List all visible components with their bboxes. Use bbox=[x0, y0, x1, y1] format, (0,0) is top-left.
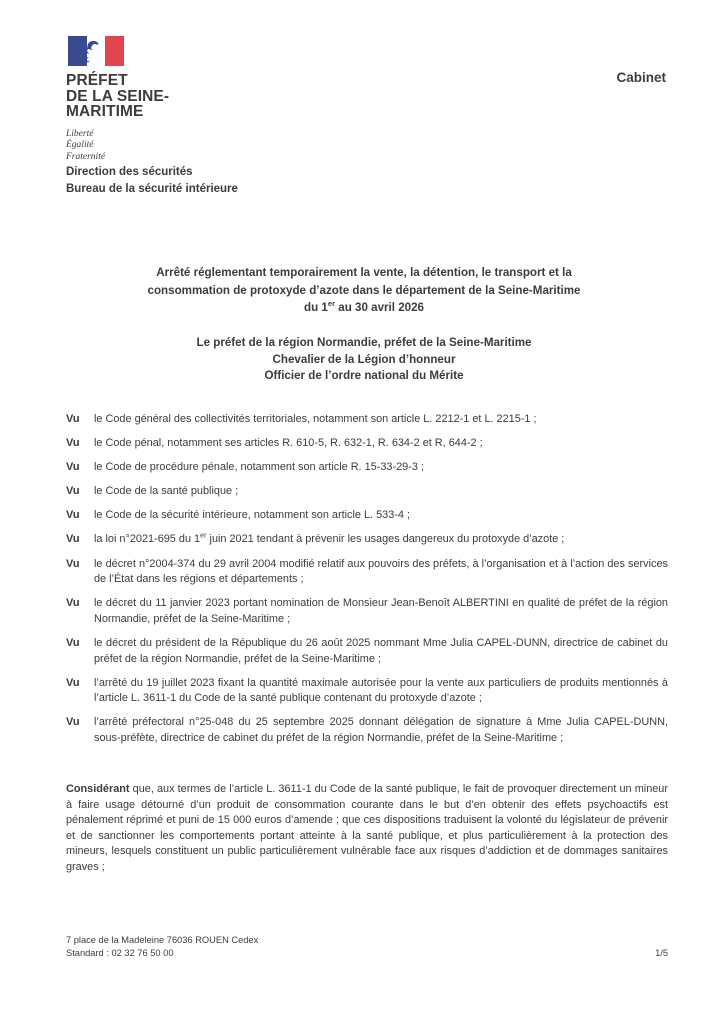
republic-motto bbox=[66, 129, 256, 164]
title-date-prefix: du 1 bbox=[304, 301, 328, 314]
vu-clause bbox=[66, 508, 668, 524]
vu-label: Vu bbox=[66, 676, 80, 689]
considerant-label: Considérant bbox=[66, 783, 130, 795]
document-footer bbox=[66, 934, 668, 959]
vu-clause bbox=[66, 596, 668, 627]
vu-text: l’arrêté du 19 juillet 2023 fixant la quantité maximale autorisée pour la vente aux particuliers de produits mentionnés à l’article L. 3611-1 du Code de la santé publique contenant du protoxyde d’azote ; bbox=[94, 676, 668, 705]
vu-text: l’arrêté préfectoral n°25-048 du 25 septembre 2025 donnant délégation de signature à Mme Julia CAPEL-DUNN, sous-préfète, directrice de cabinet du préfet de la région Normandie, préfet de la Seine-Maritime ; bbox=[94, 716, 668, 744]
page-title bbox=[78, 264, 650, 317]
flag-red-band bbox=[105, 36, 124, 66]
motto-fraternite: Fraternité bbox=[66, 151, 106, 162]
vu-clause bbox=[66, 460, 668, 476]
vu-clause bbox=[66, 676, 668, 707]
vu-label: Vu bbox=[66, 437, 80, 450]
service-block bbox=[66, 164, 238, 197]
vu-ordinal: er bbox=[200, 530, 207, 540]
page-title-line-2: consommation de protoxyde d’azote dans le département de la Seine-Maritime bbox=[147, 283, 581, 297]
footer-phone: Standard : 02 32 76 50 00 bbox=[66, 947, 174, 958]
vu-clause bbox=[66, 532, 668, 548]
service-direction: Direction des sécurités bbox=[66, 166, 193, 178]
prefect-titles bbox=[78, 335, 650, 385]
vu-label: Vu bbox=[66, 636, 80, 649]
vu-clause-list bbox=[66, 412, 668, 755]
vu-text: le Code de procédure pénale, notamment son article R. 15-33-29-3 ; bbox=[94, 461, 424, 474]
prefect-title-line-2: Chevalier de la Légion d’honneur bbox=[272, 352, 456, 366]
page-title-line-1: Arrêté réglementant temporairement la vente, la détention, le transport et la bbox=[156, 266, 572, 279]
title-date-ordinal: er bbox=[327, 299, 336, 309]
page-title-line-3 bbox=[78, 299, 650, 317]
prefecture-name bbox=[66, 73, 256, 120]
footer-address-block bbox=[66, 934, 258, 959]
vu-label: Vu bbox=[66, 485, 80, 498]
vu-clause bbox=[66, 484, 668, 500]
marianne-silhouette-icon bbox=[78, 39, 104, 64]
vu-clause bbox=[66, 557, 668, 588]
vu-label: Vu bbox=[66, 597, 80, 610]
vu-label: Vu bbox=[66, 533, 80, 546]
prefecture-name-line-3: MARITIME bbox=[66, 103, 144, 120]
cabinet-label: Cabinet bbox=[616, 70, 666, 85]
considerant-clause bbox=[66, 782, 668, 876]
vu-text: le décret n°2004-374 du 29 avril 2004 modifié relatif aux pouvoirs des préfets, à l’organisation et à l’action des services de l’État dans les régions et départements ; bbox=[94, 557, 668, 586]
considerant-text: que, aux termes de l’article L. 3611-1 du Code de la santé publique, le fait de provoquer directement un mineur à faire usage détourné d’un produit de consommation courante dans le but d’en obtenir des effets psychoactifs est pénalement réprimé et puni de 15 000 euros d’amende ; que ces dispositions traduisent la volonté du législateur de prévenir et de sanctionner les comportements portant atteinte à la santé publique, et plus particulièrement à la protection des mineurs, lesquels constituent un public particulièrement vulnérable face aux risques d’addiction et de dommages sanitaires graves ; bbox=[66, 783, 668, 873]
vu-text: le décret du 11 janvier 2023 portant nomination de Monsieur Jean-Benoît ALBERTINI en qualité de préfet de la région Normandie, préfet de la Seine-Maritime ; bbox=[94, 597, 668, 625]
prefecture-name-line-2: DE LA SEINE- bbox=[66, 87, 170, 105]
considerant-list bbox=[66, 782, 668, 885]
vu-clause bbox=[66, 412, 668, 428]
vu-clause bbox=[66, 436, 668, 452]
vu-clause bbox=[66, 715, 668, 746]
vu-text: le Code de la sécurité intérieure, notamment son article L. 533-4 ; bbox=[94, 509, 410, 522]
vu-label: Vu bbox=[66, 509, 80, 522]
vu-label: Vu bbox=[66, 557, 80, 570]
vu-label: Vu bbox=[66, 461, 80, 474]
vu-text-before: la loi n°2021-695 du 1 bbox=[94, 533, 201, 546]
vu-text: le décret du président de la République du 26 août 2025 nommant Mme Julia CAPEL-DUNN, directrice de cabinet du préfet de la région Normandie, préfet de la Seine-Maritime ; bbox=[94, 636, 668, 665]
prefect-title-line-3: Officier de l’ordre national du Mérite bbox=[264, 369, 464, 382]
vu-clause bbox=[66, 636, 668, 667]
vu-label: Vu bbox=[66, 413, 80, 425]
vu-text: le Code pénal, notamment ses articles R. 610-5, R. 632-1, R. 634-2 et R, 644-2 ; bbox=[94, 437, 483, 450]
prefect-title-line-1: Le préfet de la région Normandie, préfet de la Seine-Maritime bbox=[196, 336, 532, 349]
prefecture-name-line-1: PRÉFET bbox=[66, 72, 128, 89]
service-bureau: Bureau de la sécurité intérieure bbox=[66, 182, 238, 195]
prefecture-branding bbox=[66, 36, 256, 163]
footer-address: 7 place de la Madeleine 76036 ROUEN Cedex bbox=[66, 935, 259, 945]
vu-text: le Code général des collectivités territoriales, notamment son article L. 2212-1 et L. 2215-1 ; bbox=[94, 413, 537, 425]
vu-text-after: juin 2021 tendant à prévenir les usages dangereux du protoxyde d’azote ; bbox=[206, 533, 565, 546]
motto-liberte: Liberté bbox=[66, 128, 94, 139]
vu-label: Vu bbox=[66, 716, 80, 729]
title-date-suffix: au 30 avril 2026 bbox=[335, 301, 424, 314]
footer-page-number: 1/5 bbox=[655, 947, 668, 958]
motto-egalite: Égalité bbox=[66, 140, 94, 150]
vu-text: le Code de la santé publique ; bbox=[94, 485, 239, 498]
french-flag-marianne-icon bbox=[68, 36, 124, 66]
